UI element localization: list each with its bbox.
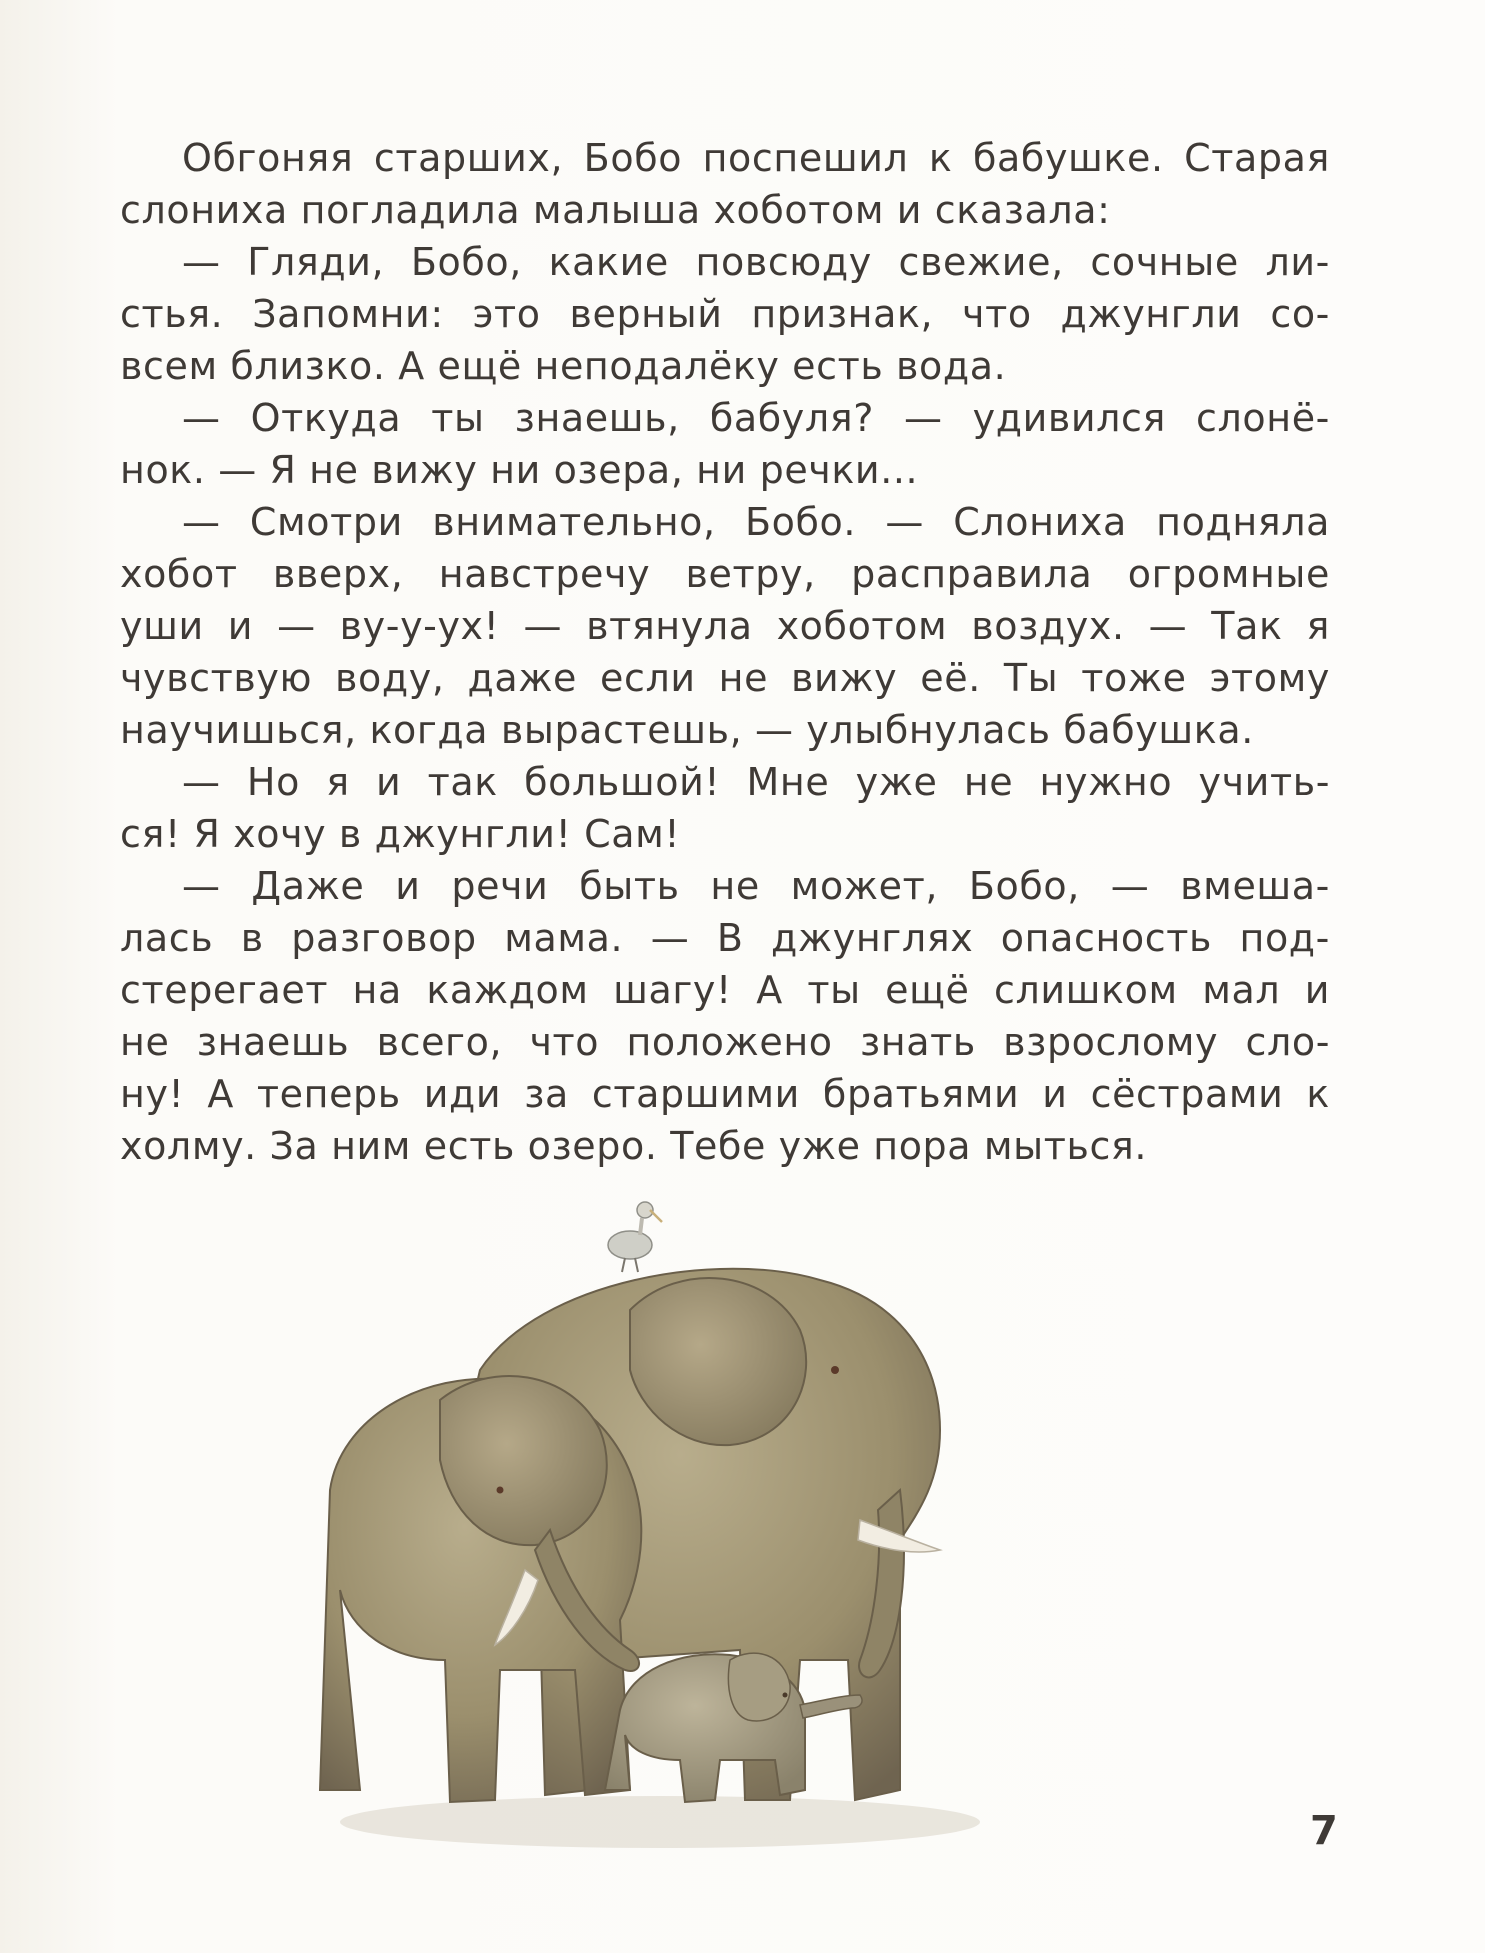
text-line: Обгоняя старших, Бобо поспешил к бабушке. Старая: [182, 136, 1330, 180]
text-line: — Даже и речи быть не может, Бобо, — вмеша-: [182, 864, 1330, 908]
text-line: стья. Запомни: это верный признак, что джунгли со-: [120, 292, 1330, 336]
story-text: [120, 132, 1330, 1172]
text-line: лась в разговор мама. — В джунглях опасность под-: [120, 916, 1330, 960]
text-line: научишься, когда вырастешь, — улыбнулась бабушка.: [120, 708, 1254, 752]
text-line: уши и — ву-у-ух! — втянула хоботом воздух. — Так я: [120, 604, 1330, 648]
elephant-icon: [320, 1376, 641, 1802]
ground-shadow: [340, 1796, 980, 1848]
elephant-icon: [605, 1653, 862, 1802]
text-line: всем близко. А ещё неподалёку есть вода.: [120, 344, 1007, 388]
bird-icon: [608, 1202, 662, 1272]
page-number: 7: [1310, 1808, 1338, 1854]
text-line: ся! Я хочу в джунгли! Сам!: [120, 812, 681, 856]
text-line: не знаешь всего, что положено знать взрослому сло-: [120, 1020, 1330, 1064]
text-line: слониха погладила малыша хоботом и сказала:: [120, 188, 1111, 232]
text-line: чувствую воду, даже если не вижу её. Ты тоже этому: [120, 656, 1330, 700]
text-line: стерегает на каждом шагу! А ты ещё слишком мал и: [120, 968, 1330, 1012]
text-line: ну! А теперь иди за старшими братьями и сёстрами к: [120, 1072, 1330, 1116]
text-line: нок. — Я не вижу ни озера, ни речки...: [120, 448, 919, 492]
text-line: холму. За ним есть озеро. Тебе уже пора мыться.: [120, 1124, 1148, 1168]
text-line: — Смотри внимательно, Бобо. — Слониха подняла: [182, 500, 1330, 544]
text-line: — Но я и так большой! Мне уже не нужно учить-: [182, 760, 1330, 804]
text-line: — Откуда ты знаешь, бабуля? — удивился слонё-: [182, 396, 1330, 440]
text-line: — Гляди, Бобо, какие повсюду свежие, сочные ли-: [182, 240, 1330, 284]
text-line: хобот вверх, навстречу ветру, расправила огромные: [120, 552, 1330, 596]
elephant-illustration: [300, 1190, 1100, 1880]
